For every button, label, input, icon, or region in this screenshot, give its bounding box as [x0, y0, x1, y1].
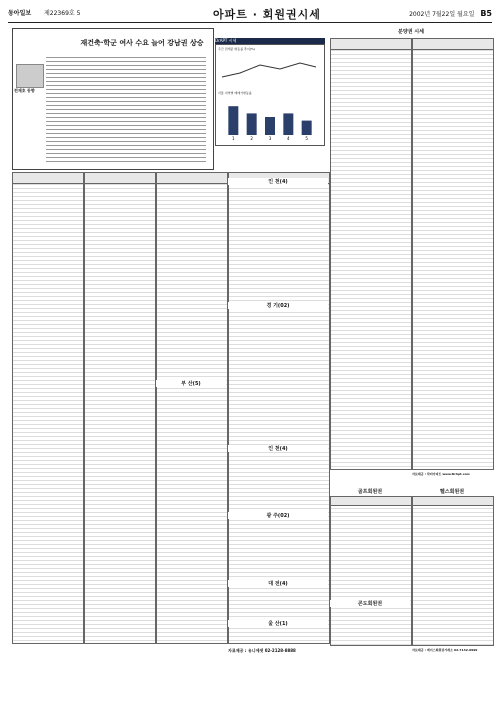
- region-g-title: 인 천(4): [228, 178, 328, 185]
- bar: [283, 113, 293, 135]
- chart-title: 서울 지역별 매매가변동률: [218, 91, 252, 95]
- source-right-bottom: 자료제공 : 에이스회원권거래소 02-7132-9999: [412, 648, 478, 652]
- table-header: [85, 173, 155, 184]
- article-byline: 전재호 동향: [14, 88, 35, 93]
- table-header: [157, 173, 227, 184]
- article-title: 재건축·학군 여사 수요 늘어 강남권 상승: [80, 39, 204, 47]
- paper-name: 동아일보: [8, 10, 32, 17]
- table-col-2: [84, 172, 156, 644]
- golf-title: 골프회원권: [357, 489, 383, 495]
- tick-label: 1: [232, 136, 235, 141]
- table-header: [331, 497, 411, 506]
- tick-label: 2: [250, 136, 253, 141]
- tick-label: 3: [268, 136, 272, 141]
- page-header: [8, 6, 492, 20]
- region-c-title: 인 천(4): [228, 445, 328, 452]
- page-number: B5: [480, 9, 492, 18]
- chart1-subtitle: 주간 전세값 변동률 추이(%): [218, 47, 256, 51]
- chart-box: [215, 44, 325, 146]
- condo-title: 콘도회원권: [330, 600, 410, 607]
- reporter-photo: [16, 64, 44, 88]
- chart-header-label: DrAPT 시세: [215, 38, 237, 43]
- table-header: [413, 497, 493, 506]
- region-b-title: 경 기(02): [228, 302, 328, 309]
- bar: [302, 121, 312, 135]
- apt-section-title: 분양권 시세: [398, 29, 424, 35]
- table-header: [331, 39, 411, 50]
- table-header: [13, 173, 83, 184]
- table-header: [413, 39, 493, 50]
- region-d-title: 광 주(02): [228, 512, 328, 519]
- apt-table-2: [412, 38, 494, 470]
- source-right-top: 자료제공 : 닥터아파트 www.DrApt.com: [412, 472, 470, 476]
- region-f-title: 울 산(1): [228, 620, 328, 627]
- issue-number: 제22369호 5: [44, 10, 81, 17]
- region-e-title: 대 전(4): [228, 580, 328, 587]
- source-left: 자료제공 : 유니에셋 02-2128-8888: [228, 648, 296, 653]
- apt-table-1: [330, 38, 412, 470]
- article-body: [46, 54, 206, 164]
- date-line: [409, 9, 492, 18]
- date: 2002년 7월22일 월요일: [409, 11, 475, 18]
- bar: [228, 106, 238, 135]
- bar: [247, 113, 257, 135]
- section-title: 아파트 · 회원권시세: [213, 8, 321, 21]
- region-a-title: 부 산(5): [156, 380, 226, 387]
- golf-table: [330, 496, 412, 646]
- table-col-1: [12, 172, 84, 644]
- table-col-3: [156, 172, 228, 644]
- line-chart: [220, 55, 320, 85]
- table-col-4: [228, 172, 330, 644]
- tick-label: 5: [305, 136, 308, 141]
- header-rule: [8, 22, 492, 23]
- bar: [265, 117, 275, 135]
- tick-label: 4: [287, 136, 290, 141]
- health-title: 헬스회원권: [439, 489, 465, 495]
- health-table: [412, 496, 494, 646]
- line-series: [222, 63, 316, 77]
- bar-chart: [220, 97, 320, 141]
